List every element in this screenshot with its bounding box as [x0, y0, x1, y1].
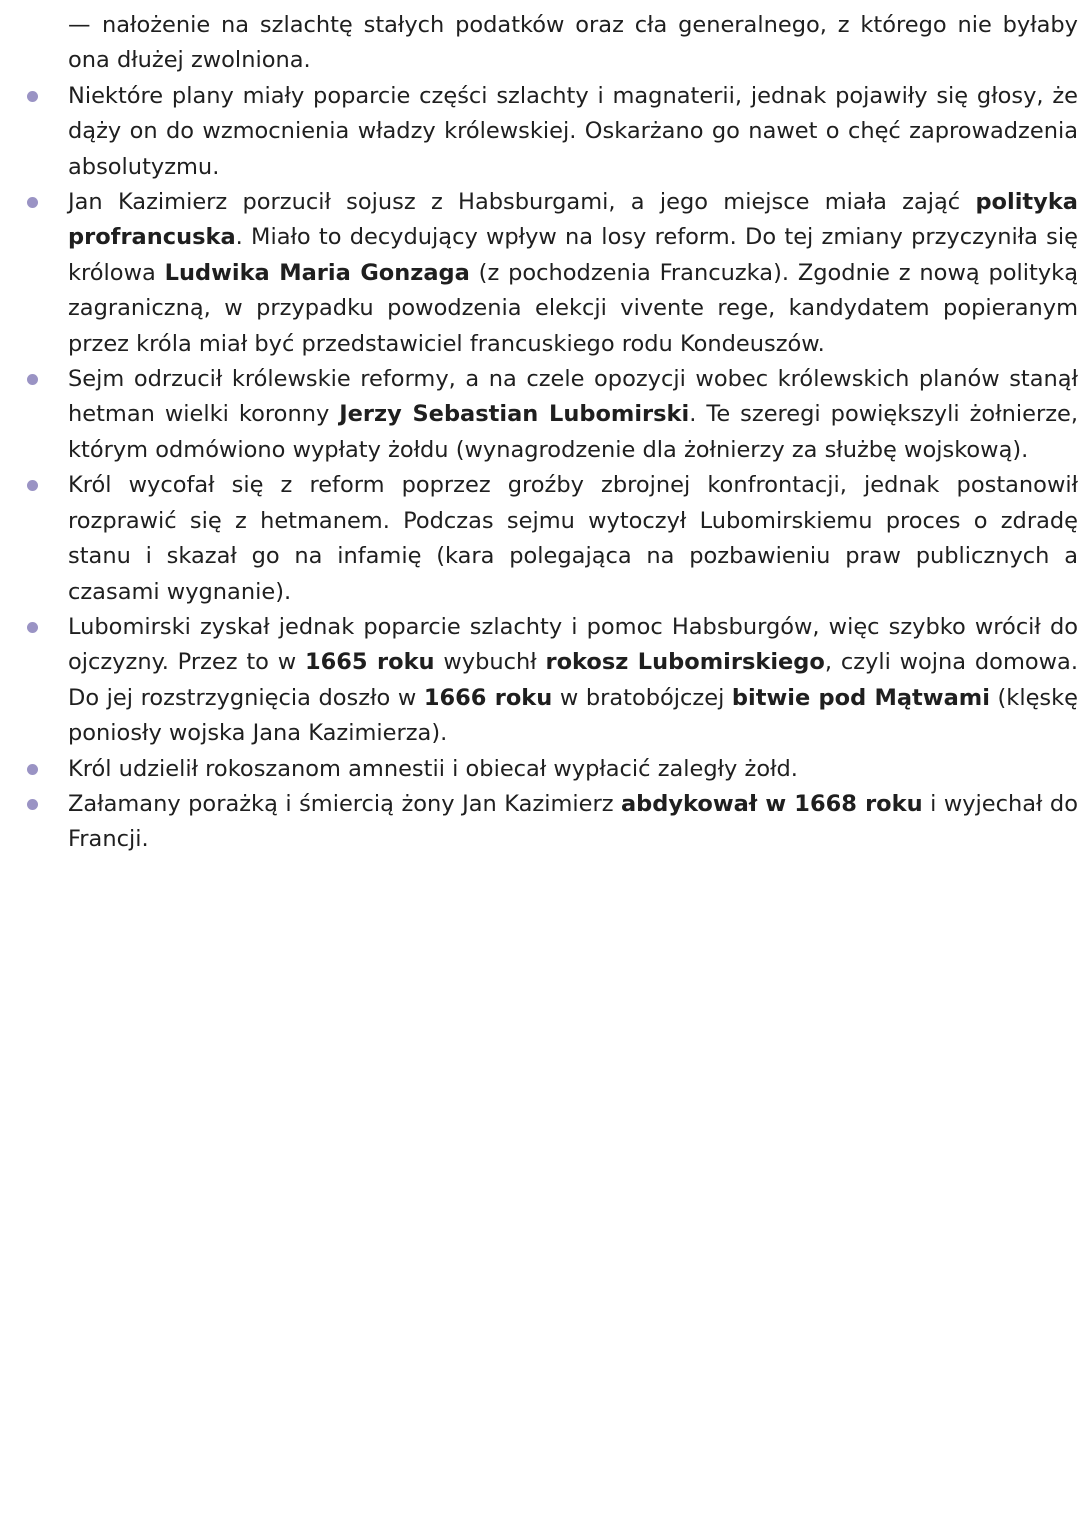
body-text: i wyjechał do Francji.	[68, 790, 1078, 853]
bold-text: Ludwika Maria Gonzaga	[164, 259, 470, 286]
body-text: . Miało to decydujący wpływ na losy reform. Do tej zmiany przyczyniła się królowa	[68, 224, 1078, 286]
bold-text: 1665 roku	[304, 649, 435, 676]
intro-text: nałożenie na szlachtę stałych podatków oraz cła generalnego, z którego nie byłaby ona dłużej zwolniona.	[68, 12, 1078, 74]
body-text: (z pochodzenia Francuzka). Zgodnie z nową polityką zagraniczną, w przypadku powodzenia elekcji vivente rege, kandydatem popieranym przez króla miał być przedstawiciel francuskiego rodu Kondeuszów.	[68, 259, 1078, 357]
bold-text: polityka profrancuska	[68, 189, 1078, 251]
bullet-dot-icon	[27, 91, 38, 102]
body-text: w bratobójczej	[552, 684, 732, 711]
body-text: Król udzielił rokoszanom amnestii i obiecał wypłacić zaległy żołd.	[68, 755, 798, 782]
body-text: wybuchł	[434, 649, 546, 676]
body-text: , czyli wojna domowa. Do jej rozstrzygnięcia doszło w	[68, 649, 1078, 711]
bullet-item	[68, 787, 1078, 858]
bold-text: Jerzy Sebastian Lubomirski	[339, 401, 690, 428]
bold-text: abdykował w 1668 roku	[621, 790, 923, 817]
bullet-dot-icon	[27, 799, 38, 810]
bullet-dot-icon	[27, 764, 38, 775]
bullet-dot-icon	[27, 374, 38, 385]
bold-text: bitwie pod Mątwami	[731, 684, 990, 711]
bullet-item	[68, 79, 1078, 185]
body-text: Lubomirski zyskał jednak poparcie szlachty i pomoc Habsburgów, więc szybko wrócił do ojczyzny. Przez to w	[68, 613, 1078, 676]
bold-text: rokosz Lubomirskiego	[545, 649, 825, 676]
body-text: . Te szeregi powiększyli żołnierze, którym odmówiono wypłaty żołdu (wynagrodzenie dla żołnierzy za służbę wojskową).	[68, 401, 1078, 463]
lead-dash: —	[68, 12, 91, 38]
bullet-item	[68, 610, 1078, 752]
intro-paragraph	[68, 8, 1078, 79]
body-text: Sejm odrzucił królewskie reformy, a na czele opozycji wobec królewskich planów stanął hetman wielki koronny	[68, 366, 1078, 428]
body-text: Król wycofał się z reform poprzez groźby zbrojnej konfrontacji, jednak postanowił rozprawić się z hetmanem. Podczas sejmu wytoczył Lubomirskiemu proces o zdradę stanu i skazał go na infamię (kara polegająca na pozbawieniu praw publicznych a czasami wygnanie).	[68, 472, 1078, 605]
body-text: Niektóre plany miały poparcie części szlachty i magnaterii, jednak pojawiły się głosy, że dąży on do wzmocnienia władzy królewskiej. Oskarżano go nawet o chęć zaprowadzenia absolutyzmu.	[68, 82, 1078, 180]
bullet-item	[68, 752, 1078, 787]
bullet-item	[68, 468, 1078, 610]
body-text: (klęskę poniosły wojska Jana Kazimierza).	[68, 684, 1079, 747]
document-content	[0, 8, 1080, 858]
bullet-list	[0, 79, 1080, 858]
bullet-item	[68, 362, 1078, 468]
bullet-dot-icon	[27, 197, 38, 208]
bullet-item	[68, 185, 1078, 362]
body-text: Jan Kazimierz porzucił sojusz z Habsburgami, a jego miejsce miała zająć	[68, 189, 976, 216]
bullet-dot-icon	[27, 480, 38, 491]
bullet-dot-icon	[27, 622, 38, 633]
bold-text: 1666 roku	[423, 684, 553, 711]
body-text: Załamany porażką i śmiercią żony Jan Kazimierz	[68, 790, 621, 817]
